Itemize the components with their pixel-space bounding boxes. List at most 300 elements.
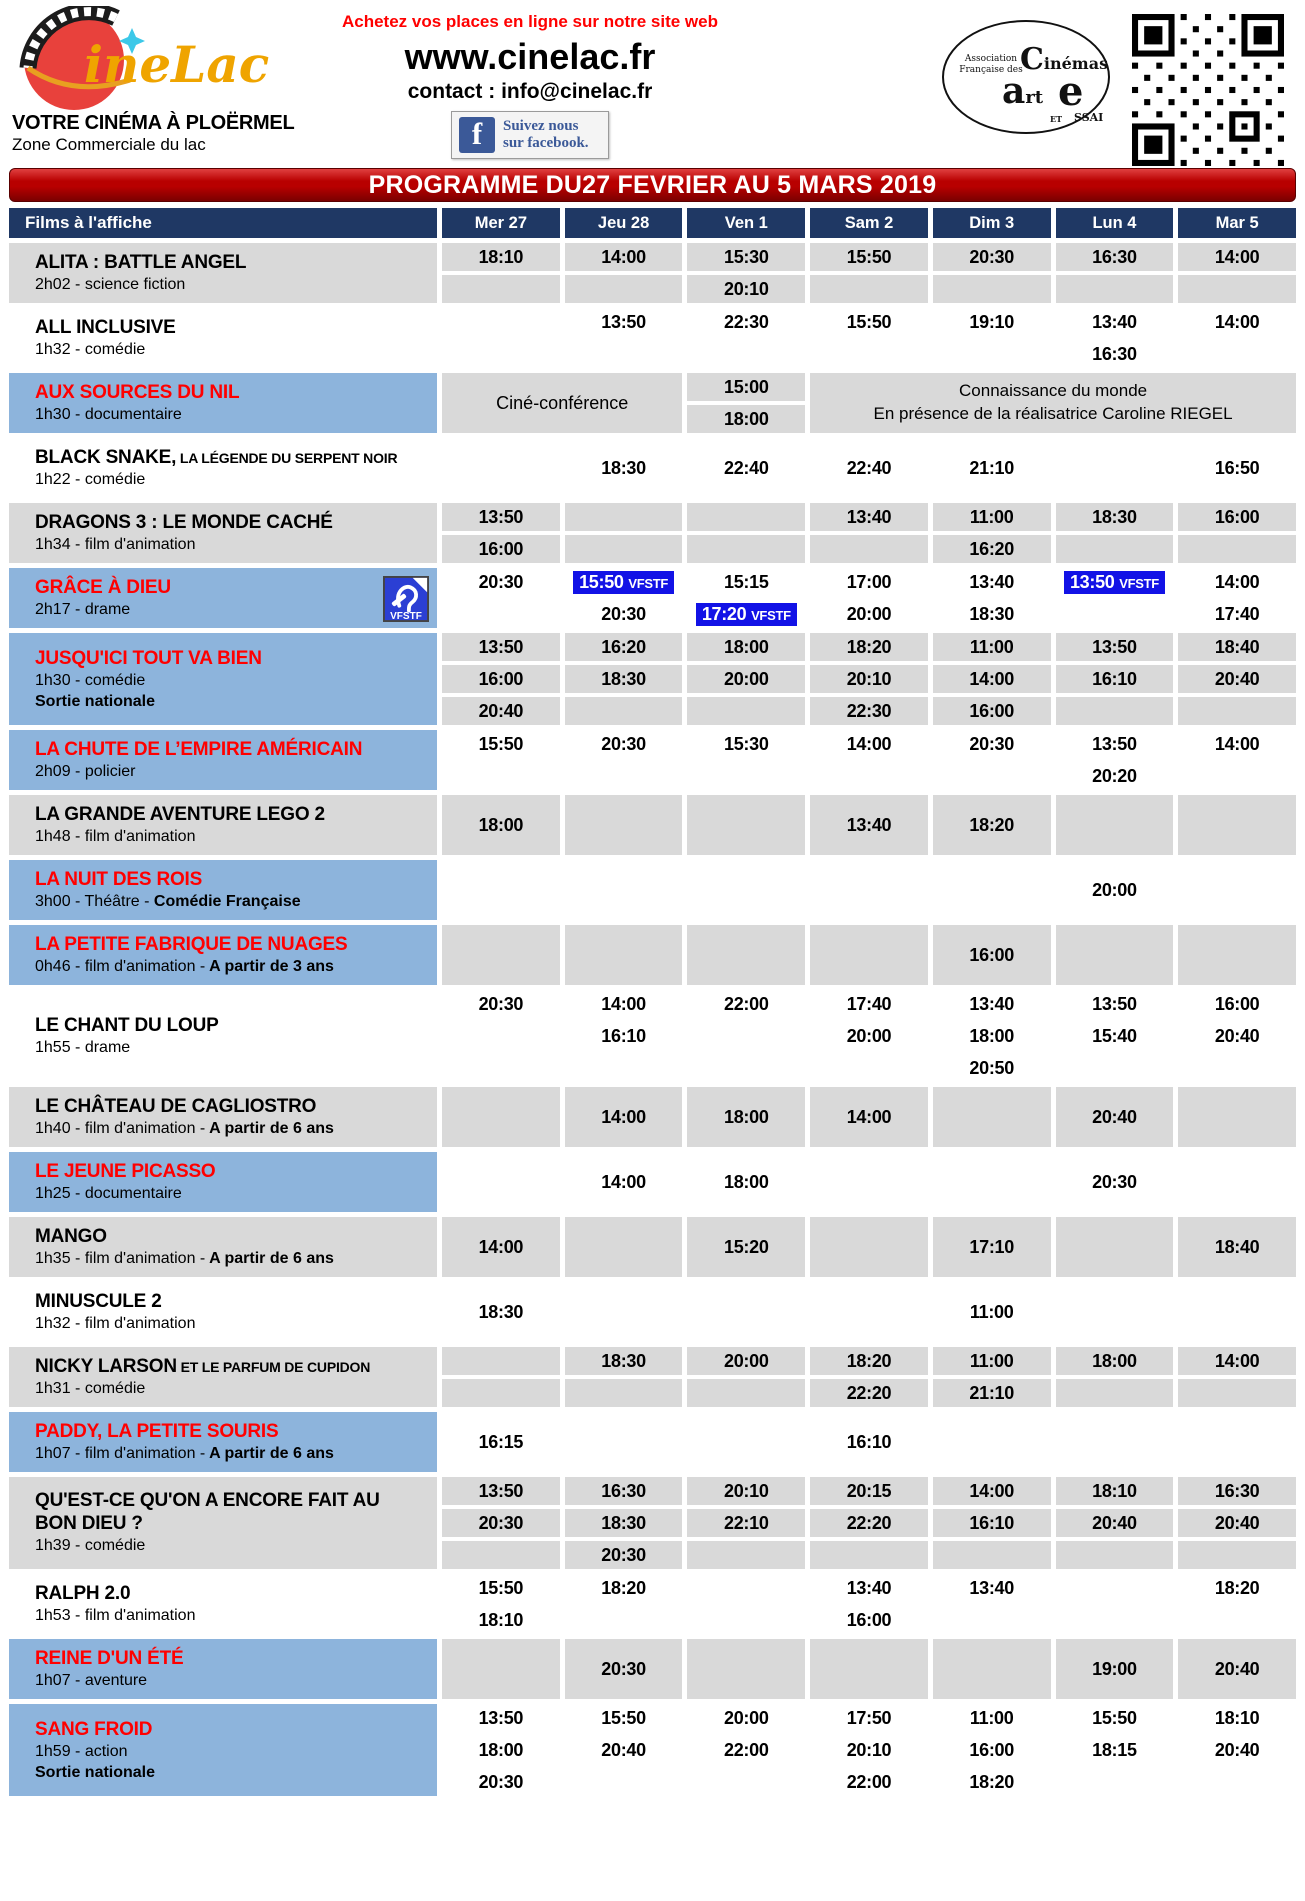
showtime-cell: 13:50 (1056, 633, 1174, 661)
film-title: QU'EST-CE QU'ON A ENCORE FAIT AU (35, 1490, 380, 1512)
showtime-cell (1178, 697, 1296, 725)
showtime-cell: 20:30 (565, 1639, 683, 1699)
showtimes-grid (442, 1087, 1296, 1147)
showtime-cell (1178, 535, 1296, 563)
showtime-cell (810, 1541, 928, 1569)
showtime-cell: 18:30 (565, 1347, 683, 1375)
showtime-cell: 14:00 (810, 730, 928, 758)
showtime-cell: 14:00 (1178, 568, 1296, 596)
showtime-cell: 22:20 (810, 1379, 928, 1407)
film-row (9, 730, 1296, 790)
showtimes-grid (442, 568, 1296, 628)
film-row (9, 568, 1296, 628)
showtimes-grid (442, 1704, 1296, 1796)
showtime-cell (565, 503, 683, 531)
art-et-essai-logo: Association Française des Cinémas art e ET SSAI (942, 20, 1110, 134)
showtimes-grid (442, 503, 1296, 563)
showtime-cell (1178, 1054, 1296, 1082)
showtime-cell (1178, 340, 1296, 368)
showtime-cell: 18:30 (565, 1509, 683, 1537)
cinema-location: Zone Commerciale du lac (12, 135, 206, 154)
showtime-cell (810, 340, 928, 368)
showtime-cell (565, 925, 683, 985)
cine-conference-cell: Ciné-conférence (442, 373, 682, 433)
showtime-cell: 14:00 (1178, 1347, 1296, 1375)
film-label (9, 1639, 437, 1699)
film-label (9, 860, 437, 920)
showtimes-grid (442, 860, 1296, 920)
showtime-cell: 20:40 (1178, 1639, 1296, 1699)
showtime-cell (1178, 1412, 1296, 1472)
showtime-cell (1178, 762, 1296, 790)
showtime-cell (933, 762, 1051, 790)
showtime-cell (687, 1054, 805, 1082)
films-table-body (9, 243, 1296, 1796)
showtimes-grid (442, 438, 1296, 498)
film-label (9, 1574, 437, 1634)
showtime-cell: 13:40 (933, 990, 1051, 1018)
film-title: GRÂCE À DIEU (35, 576, 171, 598)
showtime-cell: 20:30 (442, 990, 560, 1018)
film-subtitle: 1h48 - film d'animation (35, 827, 196, 845)
showtime-cell (1178, 1087, 1296, 1147)
showtime-cell (565, 795, 683, 855)
showtime-cell: 15:40 (1056, 1022, 1174, 1050)
showtime-cell: 14:00 (1178, 308, 1296, 336)
showtime-cell: 14:00 (442, 1217, 560, 1277)
showtime-cell: 16:00 (933, 1736, 1051, 1764)
film-title: LA PETITE FABRIQUE DE NUAGES (35, 933, 348, 955)
showtime-cell: 22:40 (810, 438, 928, 498)
showtime-cell: 20:10 (687, 1477, 805, 1505)
showtime-cell (1056, 697, 1174, 725)
film-row (9, 308, 1296, 368)
showtime-cell: 16:10 (933, 1509, 1051, 1537)
showtime-cell: 20:00 (687, 1347, 805, 1375)
film-title: LE CHÂTEAU DE CAGLIOSTRO (35, 1095, 317, 1117)
showtime-cell (687, 1574, 805, 1602)
showtime-cell (442, 1152, 560, 1212)
showtime-cell (687, 1639, 805, 1699)
showtime-cell: 20:20 (1056, 762, 1174, 790)
film-title: LA NUIT DES ROIS (35, 868, 203, 890)
showtime-cell (442, 860, 560, 920)
showtime-cell: 16:00 (442, 665, 560, 693)
showtime-cell: 14:00 (565, 1152, 683, 1212)
showtime-cell (1056, 600, 1174, 628)
film-row (9, 925, 1296, 985)
facebook-label: Suivez nous sur facebook. (503, 117, 589, 151)
showtime-cell (565, 535, 683, 563)
day-column-header: Lun 4 (1056, 208, 1174, 238)
film-title: LA GRANDE AVENTURE LEGO 2 (35, 803, 325, 825)
showtime-cell: 14:00 (933, 1477, 1051, 1505)
film-label (9, 503, 437, 563)
showtime-cell: 15:20 (687, 1217, 805, 1277)
showtime-cell (687, 535, 805, 563)
film-row (9, 1477, 1296, 1569)
showtime-cell: 14:00 (810, 1087, 928, 1147)
day-column-header: Mer 27 (442, 208, 560, 238)
film-row (9, 1152, 1296, 1212)
showtime-cell: 15:15 (687, 568, 805, 596)
showtime-cell: 15:50 (810, 243, 928, 271)
film-note: Sortie nationale (35, 692, 156, 710)
film-subtitle: 1h34 - film d'animation (35, 535, 196, 553)
film-title: BLACK SNAKE, LA LÉGENDE DU SERPENT NOIR (35, 446, 398, 468)
showtime-cell: 17:40 (1178, 600, 1296, 628)
film-row (9, 860, 1296, 920)
showtime-cell: 20:10 (810, 1736, 928, 1764)
day-column-header: Dim 3 (933, 208, 1051, 238)
showtime-cell: 18:00 (933, 1022, 1051, 1050)
showtime-cell: 18:30 (1056, 503, 1174, 531)
showtime-cell: 15:50 (1056, 1704, 1174, 1732)
film-row (9, 1087, 1296, 1147)
showtime-cell: 16:10 (810, 1412, 928, 1472)
showtime-cell: 19:00 (1056, 1639, 1174, 1699)
showtime-cell (442, 1639, 560, 1699)
showtime-cell: 13:50 VFSTF (1056, 568, 1174, 596)
showtime-cell: 18:00 (687, 633, 805, 661)
showtime-cell (687, 503, 805, 531)
showtime-cell (1056, 795, 1174, 855)
day-column-header: Sam 2 (810, 208, 928, 238)
film-row (9, 1217, 1296, 1277)
showtime-cell: 22:40 (687, 438, 805, 498)
showtime-cell: 20:30 (565, 600, 683, 628)
showtime-cell: 16:00 (1178, 503, 1296, 531)
showtime-cell: 21:10 (933, 438, 1051, 498)
showtime-cell: 14:00 (1178, 730, 1296, 758)
showtime-cell: 22:30 (687, 308, 805, 336)
showtime-cell: 11:00 (933, 503, 1051, 531)
film-title: SANG FROID (35, 1719, 153, 1741)
showtime-cell (442, 925, 560, 985)
film-label (9, 568, 437, 628)
showtime-cell (810, 860, 928, 920)
film-row (9, 438, 1296, 498)
showtimes-grid (442, 925, 1296, 985)
showtime-cell: 11:00 (933, 1282, 1051, 1342)
film-subtitle: 2h02 - science fiction (35, 275, 186, 293)
showtime-cell (933, 1152, 1051, 1212)
showtime-cell (933, 860, 1051, 920)
film-row (9, 990, 1296, 1082)
showtime-cell (687, 1412, 805, 1472)
showtimes-grid (442, 1217, 1296, 1277)
showtime-cell: 15:50 (442, 1574, 560, 1602)
showtime-cell (1056, 1606, 1174, 1634)
showtimes-grid (442, 633, 1296, 725)
showtime-cell: 18:20 (810, 633, 928, 661)
showtime-cell (442, 1054, 560, 1082)
film-subtitle: 1h59 - action (35, 1743, 128, 1761)
contact-email: contact : info@cinelac.fr (407, 80, 653, 103)
showtime-cell (1178, 275, 1296, 303)
showtimes-grid (442, 730, 1296, 790)
film-title: JUSQU'ICI TOUT VA BIEN (35, 648, 262, 670)
showtime-cell: 15:30 (687, 730, 805, 758)
showtime-cell (565, 1412, 683, 1472)
film-subtitle: 1h55 - drame (35, 1038, 131, 1056)
showtime-cell: 21:10 (933, 1379, 1051, 1407)
film-title: ALL INCLUSIVE (35, 316, 176, 338)
day-column-header: Mar 5 (1178, 208, 1296, 238)
showtime-cell (1056, 438, 1174, 498)
showtime-cell (933, 275, 1051, 303)
film-label (9, 795, 437, 855)
showtime-cell: 13:40 (933, 568, 1051, 596)
website-link[interactable]: www.cinelac.fr (404, 36, 656, 77)
showtime-cell: 20:50 (933, 1054, 1051, 1082)
showtime-cell (1056, 1768, 1174, 1796)
showtime-cell (1056, 1379, 1174, 1407)
film-title: MANGO (35, 1225, 107, 1247)
showtime-cell (565, 1379, 683, 1407)
showtime-cell: 20:40 (1178, 1736, 1296, 1764)
showtime-cell: 15:50 VFSTF (565, 568, 683, 596)
showtime-cell (1056, 1282, 1174, 1342)
showtime-cell: 20:30 (442, 1768, 560, 1796)
showtime-cell: 14:00 (565, 1087, 683, 1147)
showtime-cell: 18:40 (1178, 1217, 1296, 1277)
showtime-cell: 13:50 (442, 633, 560, 661)
film-label (9, 243, 437, 303)
showtime-cell (810, 275, 928, 303)
svg-text:VFSTF: VFSTF (390, 611, 422, 622)
showtime-cell: 22:00 (687, 1736, 805, 1764)
showtime-cell (1178, 795, 1296, 855)
film-subtitle: 0h46 - film d'animation - A partir de 3 ans (35, 957, 334, 975)
film-label (9, 1704, 437, 1796)
film-subtitle: 1h22 - comédie (35, 470, 146, 488)
showtime-cell: 17:40 (810, 990, 928, 1018)
showtime-cell: 20:15 (810, 1477, 928, 1505)
showtime-cell: 18:30 (565, 438, 683, 498)
showtime-cell: 19:10 (933, 308, 1051, 336)
showtime-cell: 20:00 (687, 1704, 805, 1732)
showtime-cell: 20:40 (1178, 1509, 1296, 1537)
showtime-cell (933, 1541, 1051, 1569)
showtime-cell (442, 600, 560, 628)
showtime-cell (687, 925, 805, 985)
showtime-cell (442, 438, 560, 498)
showtime-cell: 20:30 (933, 243, 1051, 271)
film-subtitle: 2h17 - drame (35, 600, 131, 618)
film-subtitle: 3h00 - Théâtre - Comédie Française (35, 892, 301, 910)
showtime-cell (933, 1606, 1051, 1634)
showtime-cell (687, 1022, 805, 1050)
day-column-header: Ven 1 (687, 208, 805, 238)
showtimes-grid (442, 1574, 1296, 1634)
promo-text: Achetez vos places en ligne sur notre site web (341, 12, 718, 31)
showtime-cell: 20:30 (1056, 1152, 1174, 1212)
film-label (9, 1152, 437, 1212)
schedule-header-row (9, 208, 1296, 238)
showtimes-grid (442, 1412, 1296, 1472)
film-row (9, 503, 1296, 563)
film-label (9, 925, 437, 985)
showtime-cell: 13:50 (442, 1704, 560, 1732)
showtime-cell: 20:40 (442, 697, 560, 725)
showtimes-grid (442, 1639, 1296, 1699)
showtime-cell: 15:30 (687, 243, 805, 271)
qr-code (1132, 14, 1284, 166)
showtime-cell: 20:40 (1056, 1087, 1174, 1147)
showtime-cell (687, 795, 805, 855)
showtime-cell: 20:40 (1178, 1022, 1296, 1050)
showtime-cell: 22:10 (687, 1509, 805, 1537)
films-column-header: Films à l'affiche (9, 208, 437, 238)
film-title: LA CHUTE DE L’EMPIRE AMÉRICAIN (35, 738, 363, 760)
film-label (9, 1282, 437, 1342)
showtime-cell: 16:10 (1056, 665, 1174, 693)
showtime-cell: 15:50 (565, 1704, 683, 1732)
showtime-cell (810, 535, 928, 563)
showtime-cell (442, 308, 560, 336)
showtime-cell: 18:10 (442, 1606, 560, 1634)
showtime-cell: 16:30 (1056, 243, 1174, 271)
showtimes-grid (442, 990, 1296, 1082)
showtimes-grid (442, 308, 1296, 368)
showtime-cell (810, 1639, 928, 1699)
film-subtitle: 2h09 - policier (35, 762, 136, 780)
showtime-cell (1178, 1768, 1296, 1796)
showtimes-grid (442, 1347, 1296, 1407)
film-row (9, 633, 1296, 725)
showtime-cell (442, 340, 560, 368)
film-row (9, 243, 1296, 303)
showtime-cell (687, 1768, 805, 1796)
vfstf-icon (383, 576, 429, 622)
film-title: DRAGONS 3 : LE MONDE CACHÉ (35, 511, 333, 533)
showtime-cell: 20:40 (1178, 665, 1296, 693)
film-label (9, 990, 437, 1082)
showtime-cell (442, 1022, 560, 1050)
showtime-cell: 18:30 (565, 665, 683, 693)
showtimes-grid (442, 1477, 1296, 1569)
showtime-cell: 22:30 (810, 697, 928, 725)
showtime-cell: 17:20 VFSTF (687, 600, 805, 628)
page-header (0, 0, 1305, 168)
showtime-cell (687, 1606, 805, 1634)
showtime-cell: 13:40 (1056, 308, 1174, 336)
film-subtitle: 1h32 - film d'animation (35, 1314, 196, 1332)
showtime-cell: 20:00 (810, 1022, 928, 1050)
film-row (9, 1282, 1296, 1342)
showtime-cell (1178, 1379, 1296, 1407)
showtime-cell (442, 1541, 560, 1569)
showtime-cell: 18:40 (1178, 633, 1296, 661)
showtime-cell: 16:30 (1178, 1477, 1296, 1505)
showtime-cell (1056, 1054, 1174, 1082)
showtime-cell: 15:00 (687, 373, 805, 401)
showtime-cell (1056, 925, 1174, 985)
showtime-cell: 13:40 (810, 795, 928, 855)
showtime-cell: 18:20 (1178, 1574, 1296, 1602)
showtime-cell: 18:15 (1056, 1736, 1174, 1764)
film-title: MINUSCULE 2 (35, 1290, 162, 1312)
showtime-cell (810, 1282, 928, 1342)
showtime-cell (1178, 925, 1296, 985)
showtime-cell: 16:00 (933, 925, 1051, 985)
showtime-cell: 18:10 (442, 243, 560, 271)
showtime-cell: 14:00 (565, 243, 683, 271)
facebook-badge[interactable] (451, 111, 609, 159)
showtime-cell (933, 1412, 1051, 1472)
film-title: LE JEUNE PICASSO (35, 1160, 216, 1182)
film-title: PADDY, LA PETITE SOURIS (35, 1420, 279, 1442)
showtime-cell: 20:10 (810, 665, 928, 693)
showtime-cell: 16:30 (565, 1477, 683, 1505)
showtime-cell: 18:10 (1178, 1704, 1296, 1732)
film-title: ALITA : BATTLE ANGEL (35, 251, 247, 273)
showtime-cell: 20:30 (442, 1509, 560, 1537)
film-row (9, 1639, 1296, 1699)
program-banner: PROGRAMME DU27 FEVRIER AU 5 MARS 2019 (9, 168, 1296, 202)
film-title: RALPH 2.0 (35, 1582, 131, 1604)
showtime-cell (565, 1606, 683, 1634)
showtime-cell: 15:50 (442, 730, 560, 758)
showtime-cell (565, 1282, 683, 1342)
event-note-cell: Connaissance du monde En présence de la réalisatrice Caroline RIEGEL (810, 373, 1296, 433)
film-label (9, 633, 437, 725)
showtime-cell: 14:00 (1178, 243, 1296, 271)
showtime-cell: 18:00 (687, 1152, 805, 1212)
showtime-cell (1178, 1606, 1296, 1634)
showtime-cell (565, 697, 683, 725)
film-title: REINE D'UN ÉTÉ (35, 1647, 184, 1669)
showtime-cell: 18:00 (1056, 1347, 1174, 1375)
showtime-cell (687, 860, 805, 920)
film-row (9, 1574, 1296, 1634)
showtime-cell: 18:20 (933, 1768, 1051, 1796)
day-column-header: Jeu 28 (565, 208, 683, 238)
showtime-cell: 20:00 (810, 600, 928, 628)
showtime-cell: 17:10 (933, 1217, 1051, 1277)
showtime-cell: 17:00 (810, 568, 928, 596)
showtime-cell: 20:10 (687, 275, 805, 303)
showtime-cell (1056, 1217, 1174, 1277)
showtime-cell (565, 762, 683, 790)
film-label (9, 308, 437, 368)
header-center (300, 12, 760, 159)
showtime-cell: 16:00 (933, 697, 1051, 725)
film-label (9, 1217, 437, 1277)
showtime-cell (933, 340, 1051, 368)
showtime-cell (442, 1087, 560, 1147)
showtime-cell (1056, 535, 1174, 563)
showtime-cell: 16:15 (442, 1412, 560, 1472)
showtime-cell: 16:50 (1178, 438, 1296, 498)
showtime-cell: 20:40 (1056, 1509, 1174, 1537)
showtime-cell: 11:00 (933, 1347, 1051, 1375)
showtime-cell: 17:50 (810, 1704, 928, 1732)
showtime-cell: 11:00 (933, 633, 1051, 661)
showtime-cell: 16:00 (442, 535, 560, 563)
showtime-cell (1178, 1541, 1296, 1569)
film-subtitle: 1h35 - film d'animation - A partir de 6 ans (35, 1249, 334, 1267)
film-row (9, 1704, 1296, 1796)
film-row (9, 373, 1296, 433)
showtime-cell: 18:10 (1056, 1477, 1174, 1505)
showtime-cell (442, 1379, 560, 1407)
showtime-cell: 20:00 (1056, 860, 1174, 920)
showtime-cell: 16:00 (810, 1606, 928, 1634)
film-row (9, 1412, 1296, 1472)
showtime-cell: 14:00 (565, 990, 683, 1018)
